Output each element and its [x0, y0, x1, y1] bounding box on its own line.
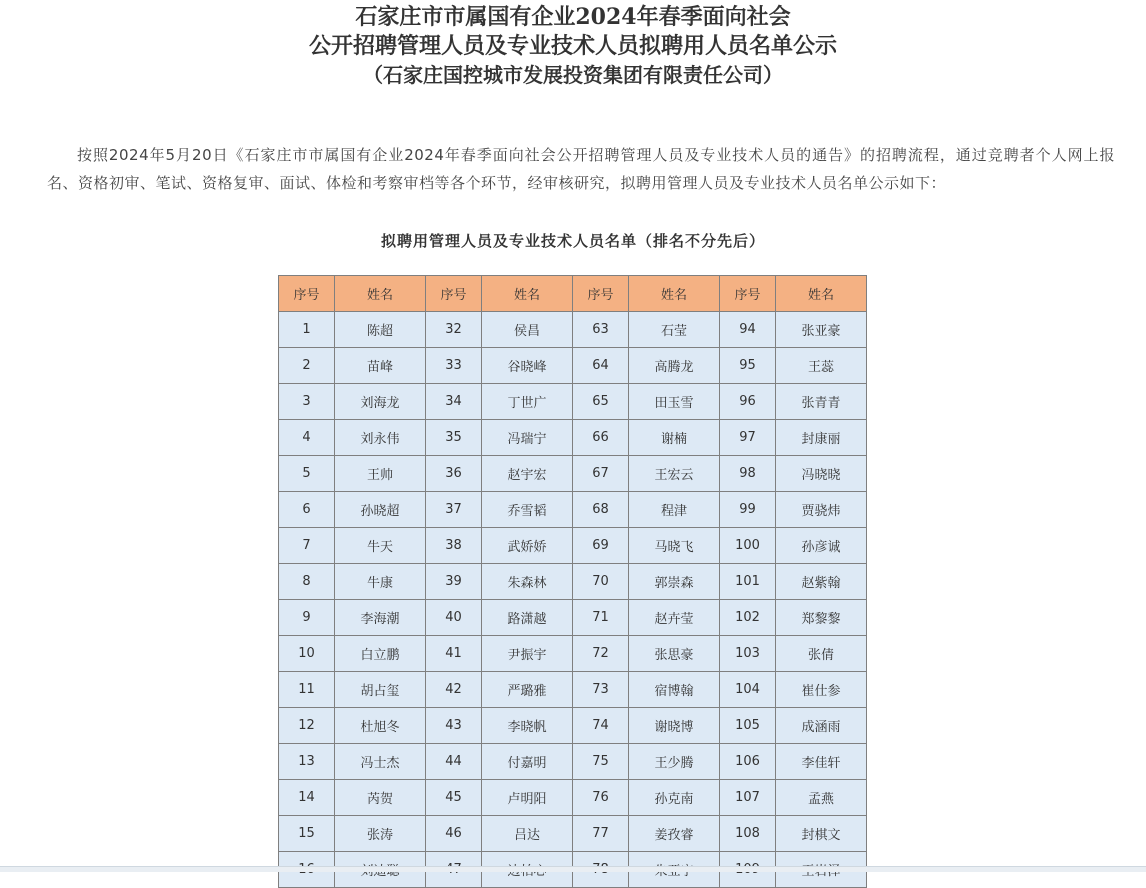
name-cell: 宿博翰 [629, 672, 720, 708]
name-cell: 武娇娇 [482, 528, 573, 564]
seq-cell: 64 [573, 348, 629, 384]
seq-cell: 10 [279, 636, 335, 672]
seq-cell: 96 [720, 384, 776, 420]
name-cell: 冯晓晓 [776, 456, 867, 492]
seq-cell: 36 [426, 456, 482, 492]
name-cell: 王蕊 [776, 348, 867, 384]
title-line-3: （石家庄国控城市发展投资集团有限责任公司） [363, 63, 783, 87]
seq-cell: 94 [720, 312, 776, 348]
seq-cell: 74 [573, 708, 629, 744]
seq-cell: 4 [279, 420, 335, 456]
header-name-1: 姓名 [335, 276, 426, 312]
seq-cell: 5 [279, 456, 335, 492]
seq-cell: 98 [720, 456, 776, 492]
table-row [279, 528, 867, 564]
seq-cell: 11 [279, 672, 335, 708]
name-cell: 郭崇森 [629, 564, 720, 600]
name-cell: 谢晓博 [629, 708, 720, 744]
name-cell: 白立鹏 [335, 636, 426, 672]
name-cell: 刘永伟 [335, 420, 426, 456]
table-row [279, 492, 867, 528]
seq-cell: 3 [279, 384, 335, 420]
name-cell: 付嘉明 [482, 744, 573, 780]
name-cell: 王宏云 [629, 456, 720, 492]
seq-cell: 42 [426, 672, 482, 708]
table-row [279, 744, 867, 780]
name-cell: 张亚豪 [776, 312, 867, 348]
name-cell: 李佳轩 [776, 744, 867, 780]
seq-cell: 76 [573, 780, 629, 816]
seq-cell: 95 [720, 348, 776, 384]
seq-cell: 37 [426, 492, 482, 528]
table-row [279, 780, 867, 816]
seq-cell: 105 [720, 708, 776, 744]
name-cell: 李晓帆 [482, 708, 573, 744]
seq-cell: 40 [426, 600, 482, 636]
name-cell: 赵紫翰 [776, 564, 867, 600]
seq-cell: 101 [720, 564, 776, 600]
header-name-3: 姓名 [629, 276, 720, 312]
header-name-4: 姓名 [776, 276, 867, 312]
name-cell: 路潇越 [482, 600, 573, 636]
name-cell: 赵宇宏 [482, 456, 573, 492]
seq-cell: 34 [426, 384, 482, 420]
name-cell: 成涵雨 [776, 708, 867, 744]
seq-cell: 102 [720, 600, 776, 636]
seq-cell: 70 [573, 564, 629, 600]
name-cell: 田玉雪 [629, 384, 720, 420]
seq-cell: 7 [279, 528, 335, 564]
name-cell: 赵卉莹 [629, 600, 720, 636]
seq-cell: 44 [426, 744, 482, 780]
name-cell: 吕达 [482, 816, 573, 852]
name-cell: 卢明阳 [482, 780, 573, 816]
table-row [279, 348, 867, 384]
seq-cell: 46 [426, 816, 482, 852]
table-row [279, 672, 867, 708]
header-seq-1: 序号 [279, 276, 335, 312]
name-cell: 王帅 [335, 456, 426, 492]
name-cell: 贾骁炜 [776, 492, 867, 528]
table-row [279, 564, 867, 600]
seq-cell: 14 [279, 780, 335, 816]
table-row [279, 384, 867, 420]
seq-cell: 2 [279, 348, 335, 384]
header-name-2: 姓名 [482, 276, 573, 312]
seq-cell: 100 [720, 528, 776, 564]
seq-cell: 6 [279, 492, 335, 528]
header-seq-3: 序号 [573, 276, 629, 312]
name-cell: 张青青 [776, 384, 867, 420]
header-seq-4: 序号 [720, 276, 776, 312]
name-cell: 芮贺 [335, 780, 426, 816]
seq-cell: 32 [426, 312, 482, 348]
seq-cell: 104 [720, 672, 776, 708]
name-cell: 刘海龙 [335, 384, 426, 420]
name-cell: 张倩 [776, 636, 867, 672]
seq-cell: 67 [573, 456, 629, 492]
name-cell: 马晓飞 [629, 528, 720, 564]
seq-cell: 77 [573, 816, 629, 852]
seq-cell: 13 [279, 744, 335, 780]
name-cell: 侯昌 [482, 312, 573, 348]
name-cell: 石莹 [629, 312, 720, 348]
name-cell: 孙彦诚 [776, 528, 867, 564]
title-line-1: 石家庄市市属国有企业2024年春季面向社会 [355, 4, 791, 30]
name-cell: 姜孜睿 [629, 816, 720, 852]
seq-cell: 35 [426, 420, 482, 456]
seq-cell: 8 [279, 564, 335, 600]
seq-cell: 41 [426, 636, 482, 672]
seq-cell: 72 [573, 636, 629, 672]
name-cell: 封康丽 [776, 420, 867, 456]
name-cell: 崔仕参 [776, 672, 867, 708]
horizontal-scrollbar[interactable] [0, 866, 1146, 872]
table-row [279, 708, 867, 744]
seq-cell: 73 [573, 672, 629, 708]
name-cell: 封棋文 [776, 816, 867, 852]
seq-cell: 103 [720, 636, 776, 672]
seq-cell: 106 [720, 744, 776, 780]
name-cell: 冯瑞宁 [482, 420, 573, 456]
seq-cell: 75 [573, 744, 629, 780]
name-cell: 张涛 [335, 816, 426, 852]
table-caption: 拟聘用管理人员及专业技术人员名单（排名不分先后） [380, 232, 765, 250]
intro-paragraph: 按照2024年5月20日《石家庄市市属国有企业2024年春季面向社会公开招聘管理人员及专业技术人员的通告》的招聘流程，通过竞聘者个人网上报名、资格初审、笔试、资格复审、面试、体检和考察审档等各个环节，经审核研究，拟聘用管理人员及专业技术人员名单公示如下： [47, 146, 1115, 192]
hiring-list-table [278, 275, 867, 888]
table-header-row [279, 276, 867, 312]
table-row [279, 600, 867, 636]
seq-cell: 9 [279, 600, 335, 636]
name-cell: 胡占玺 [335, 672, 426, 708]
name-cell: 李海潮 [335, 600, 426, 636]
name-cell: 丁世广 [482, 384, 573, 420]
header-seq-2: 序号 [426, 276, 482, 312]
name-cell: 苗峰 [335, 348, 426, 384]
name-cell: 谢楠 [629, 420, 720, 456]
name-cell: 孙克南 [629, 780, 720, 816]
name-cell: 杜旭冬 [335, 708, 426, 744]
seq-cell: 97 [720, 420, 776, 456]
seq-cell: 68 [573, 492, 629, 528]
name-cell: 尹振宇 [482, 636, 573, 672]
seq-cell: 39 [426, 564, 482, 600]
seq-cell: 71 [573, 600, 629, 636]
name-cell: 高腾龙 [629, 348, 720, 384]
seq-cell: 33 [426, 348, 482, 384]
table-row [279, 816, 867, 852]
title-line-2: 公开招聘管理人员及专业技术人员拟聘用人员名单公示 [308, 33, 837, 59]
seq-cell: 107 [720, 780, 776, 816]
name-cell: 朱森林 [482, 564, 573, 600]
name-cell: 乔雪韬 [482, 492, 573, 528]
seq-cell: 43 [426, 708, 482, 744]
name-cell: 王少腾 [629, 744, 720, 780]
seq-cell: 45 [426, 780, 482, 816]
seq-cell: 108 [720, 816, 776, 852]
seq-cell: 65 [573, 384, 629, 420]
name-cell: 陈超 [335, 312, 426, 348]
seq-cell: 38 [426, 528, 482, 564]
seq-cell: 1 [279, 312, 335, 348]
table-row [279, 456, 867, 492]
name-cell: 谷晓峰 [482, 348, 573, 384]
name-cell: 郑黎黎 [776, 600, 867, 636]
table-body [279, 312, 867, 888]
name-cell: 孟燕 [776, 780, 867, 816]
name-cell: 孙晓超 [335, 492, 426, 528]
name-cell: 牛天 [335, 528, 426, 564]
name-cell: 张思豪 [629, 636, 720, 672]
name-cell: 冯士杰 [335, 744, 426, 780]
table-row [279, 312, 867, 348]
seq-cell: 15 [279, 816, 335, 852]
seq-cell: 63 [573, 312, 629, 348]
table-row [279, 636, 867, 672]
seq-cell: 99 [720, 492, 776, 528]
seq-cell: 69 [573, 528, 629, 564]
name-cell: 严璐雅 [482, 672, 573, 708]
name-cell: 程津 [629, 492, 720, 528]
seq-cell: 12 [279, 708, 335, 744]
seq-cell: 66 [573, 420, 629, 456]
name-cell: 牛康 [335, 564, 426, 600]
table-row [279, 420, 867, 456]
